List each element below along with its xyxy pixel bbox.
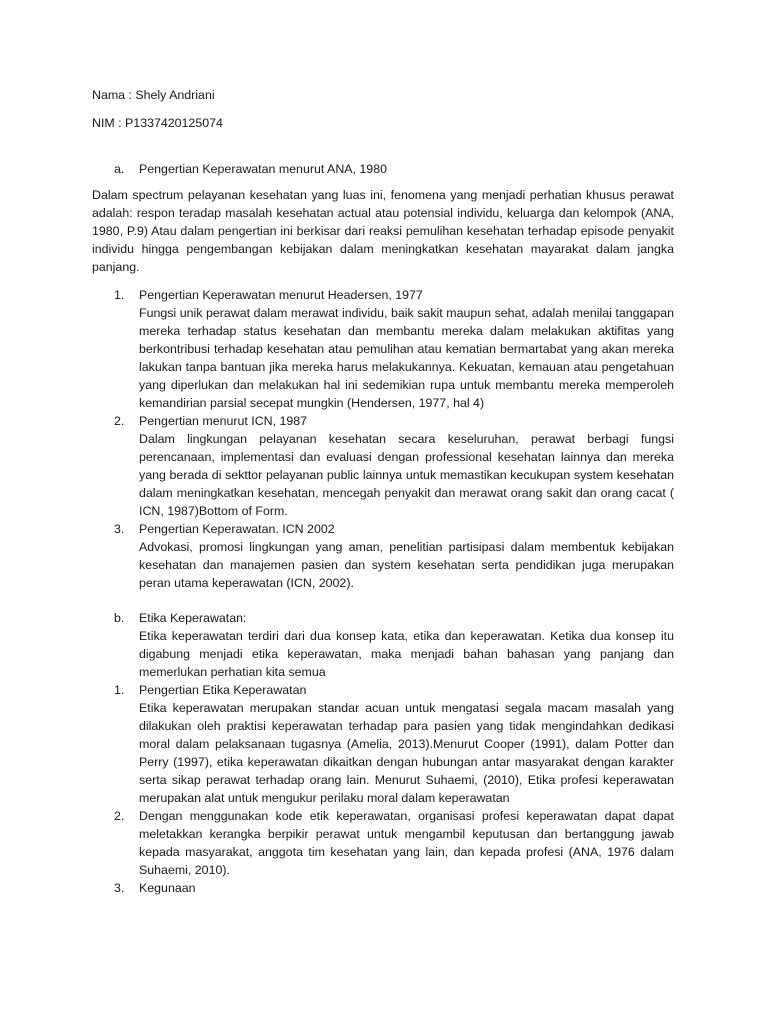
list-marker: a. xyxy=(114,162,125,176)
list-item-heading: Pengertian Keperawatan menurut Headersen, 1977 xyxy=(139,288,423,302)
page-content xyxy=(92,86,674,897)
list-marker: 2. xyxy=(114,809,125,823)
section-heading: Pengertian Keperawatan menurut ANA, 1980 xyxy=(139,162,387,176)
list-marker: 3. xyxy=(114,881,125,895)
list-item-heading: Pengertian menurut ICN, 1987 xyxy=(139,414,308,428)
list-item xyxy=(92,412,674,520)
list-marker: 2. xyxy=(114,414,125,428)
list-item-body: Dalam lingkungan pelayanan kesehatan secara keseluruhan, perawat berbagi fungsi perencanaan, implementasi dan evaluasi dengan professional kesehatan lainnya dan mereka yang berada di sekttor pelayanan public lainnya untuk memastikan kecukupan system kesehatan dalam meningkatkan kesehatan, mencegah penyakit dan merawat orang sakit dan orang cacat ( ICN, 1987)Bottom of Form. xyxy=(139,432,674,518)
section-a-heading xyxy=(92,160,674,178)
list-item-heading: Kegunaan xyxy=(139,881,196,895)
list-marker: 1. xyxy=(114,683,125,697)
list-item-body: Dengan menggunakan kode etik keperawatan, organisasi profesi keperawatan dapat dapat meletakkan kerangka berpikir perawat untuk mengambil keputusan dan bertanggung jawab kepada masyarakat, anggota tim kesehatan yang lain, dan kepada profesi (ANA, 1976 dalam Suhaemi, 2010). xyxy=(139,809,674,877)
list-item xyxy=(92,286,674,412)
list-item-body: Advokasi, promosi lingkungan yang aman, penelitian partisipasi dalam membentuk kebijakan kesehatan dan manajemen pasien dan system kesehatan serta pendidikan juga merupakan peran utama keperawatan (ICN, 2002). xyxy=(139,540,674,590)
nim-line: NIM : P1337420125074 xyxy=(92,116,223,130)
section-b xyxy=(92,609,674,681)
name-line: Nama : Shely Andriani xyxy=(92,88,215,102)
list-marker: 3. xyxy=(114,522,125,536)
list-marker: b. xyxy=(114,611,125,625)
list-item-body: Etika keperawatan merupakan standar acuan untuk mengatasi segala macam masalah yang dilakukan oleh praktisi keperawatan terhadap para pasien yang tidak mengindahkan dedikasi moral dalam pelaksanaan tugasnya (Amelia, 2013).Menurut Cooper (1991), dalam Potter dan Perry (1997), etika keperawatan dikaitkan dengan hubungan antar masyarakat dengan karakter serta sikap perawat terhadap orang lain. Menurut Suhaemi, (2010), Etika profesi keperawatan merupakan alat untuk mengukur perilaku moral dalam keperawatan xyxy=(139,701,674,805)
section-heading: Etika Keperawatan: xyxy=(139,611,247,625)
list-item-body: Fungsi unik perawat dalam merawat individu, baik sakit maupun sehat, adalah menilai tanggapan mereka terhadap status kesehatan dan membantu mereka dalam melakukan aktifitas yang berkontribusi terhadap kesehatan atau pemulihan atau kematian bermartabat yang akan mereka lakukan tanpa bantuan jika mereka harus melakukannya. Kekuatan, kemauan atau pengetahuan yang diperlukan dan melakukan hal ini sedemikian rupa untuk membantu mereka memperoleh kemandirian parsial secepat mungkin (Hendersen, 1977, hal 4) xyxy=(139,306,674,410)
list-item xyxy=(92,879,674,897)
list-item-heading: Pengertian Keperawatan. ICN 2002 xyxy=(139,522,335,536)
list-item-heading: Pengertian Etika Keperawatan xyxy=(139,683,307,697)
list-item xyxy=(92,807,674,879)
list-marker: 1. xyxy=(114,288,125,302)
section-b-paragraph: Etika keperawatan terdiri dari dua konsep kata, etika dan keperawatan. Ketika dua konsep itu digabung menjadi etika keperawatan, maka menjadi bahan bahasan yang panjang dan memerlukan perhatian kita semua xyxy=(139,629,674,679)
list-item xyxy=(92,520,674,592)
list-item xyxy=(92,681,674,807)
section-a-paragraph: Dalam spectrum pelayanan kesehatan yang luas ini, fenomena yang menjadi perhatian khusus perawat adalah: respon teradap masalah kesehatan actual atau potensial individu, keluarga dan kelompok (ANA, 1980, P.9) Atau dalam pengertian ini berkisar dari reaksi pemulihan kesehatan terhadap episode penyakit individu hingga pengembangan kebijakan dalam meningkatkan kesehatan mayarakat dalam jangka panjang. xyxy=(92,188,674,274)
